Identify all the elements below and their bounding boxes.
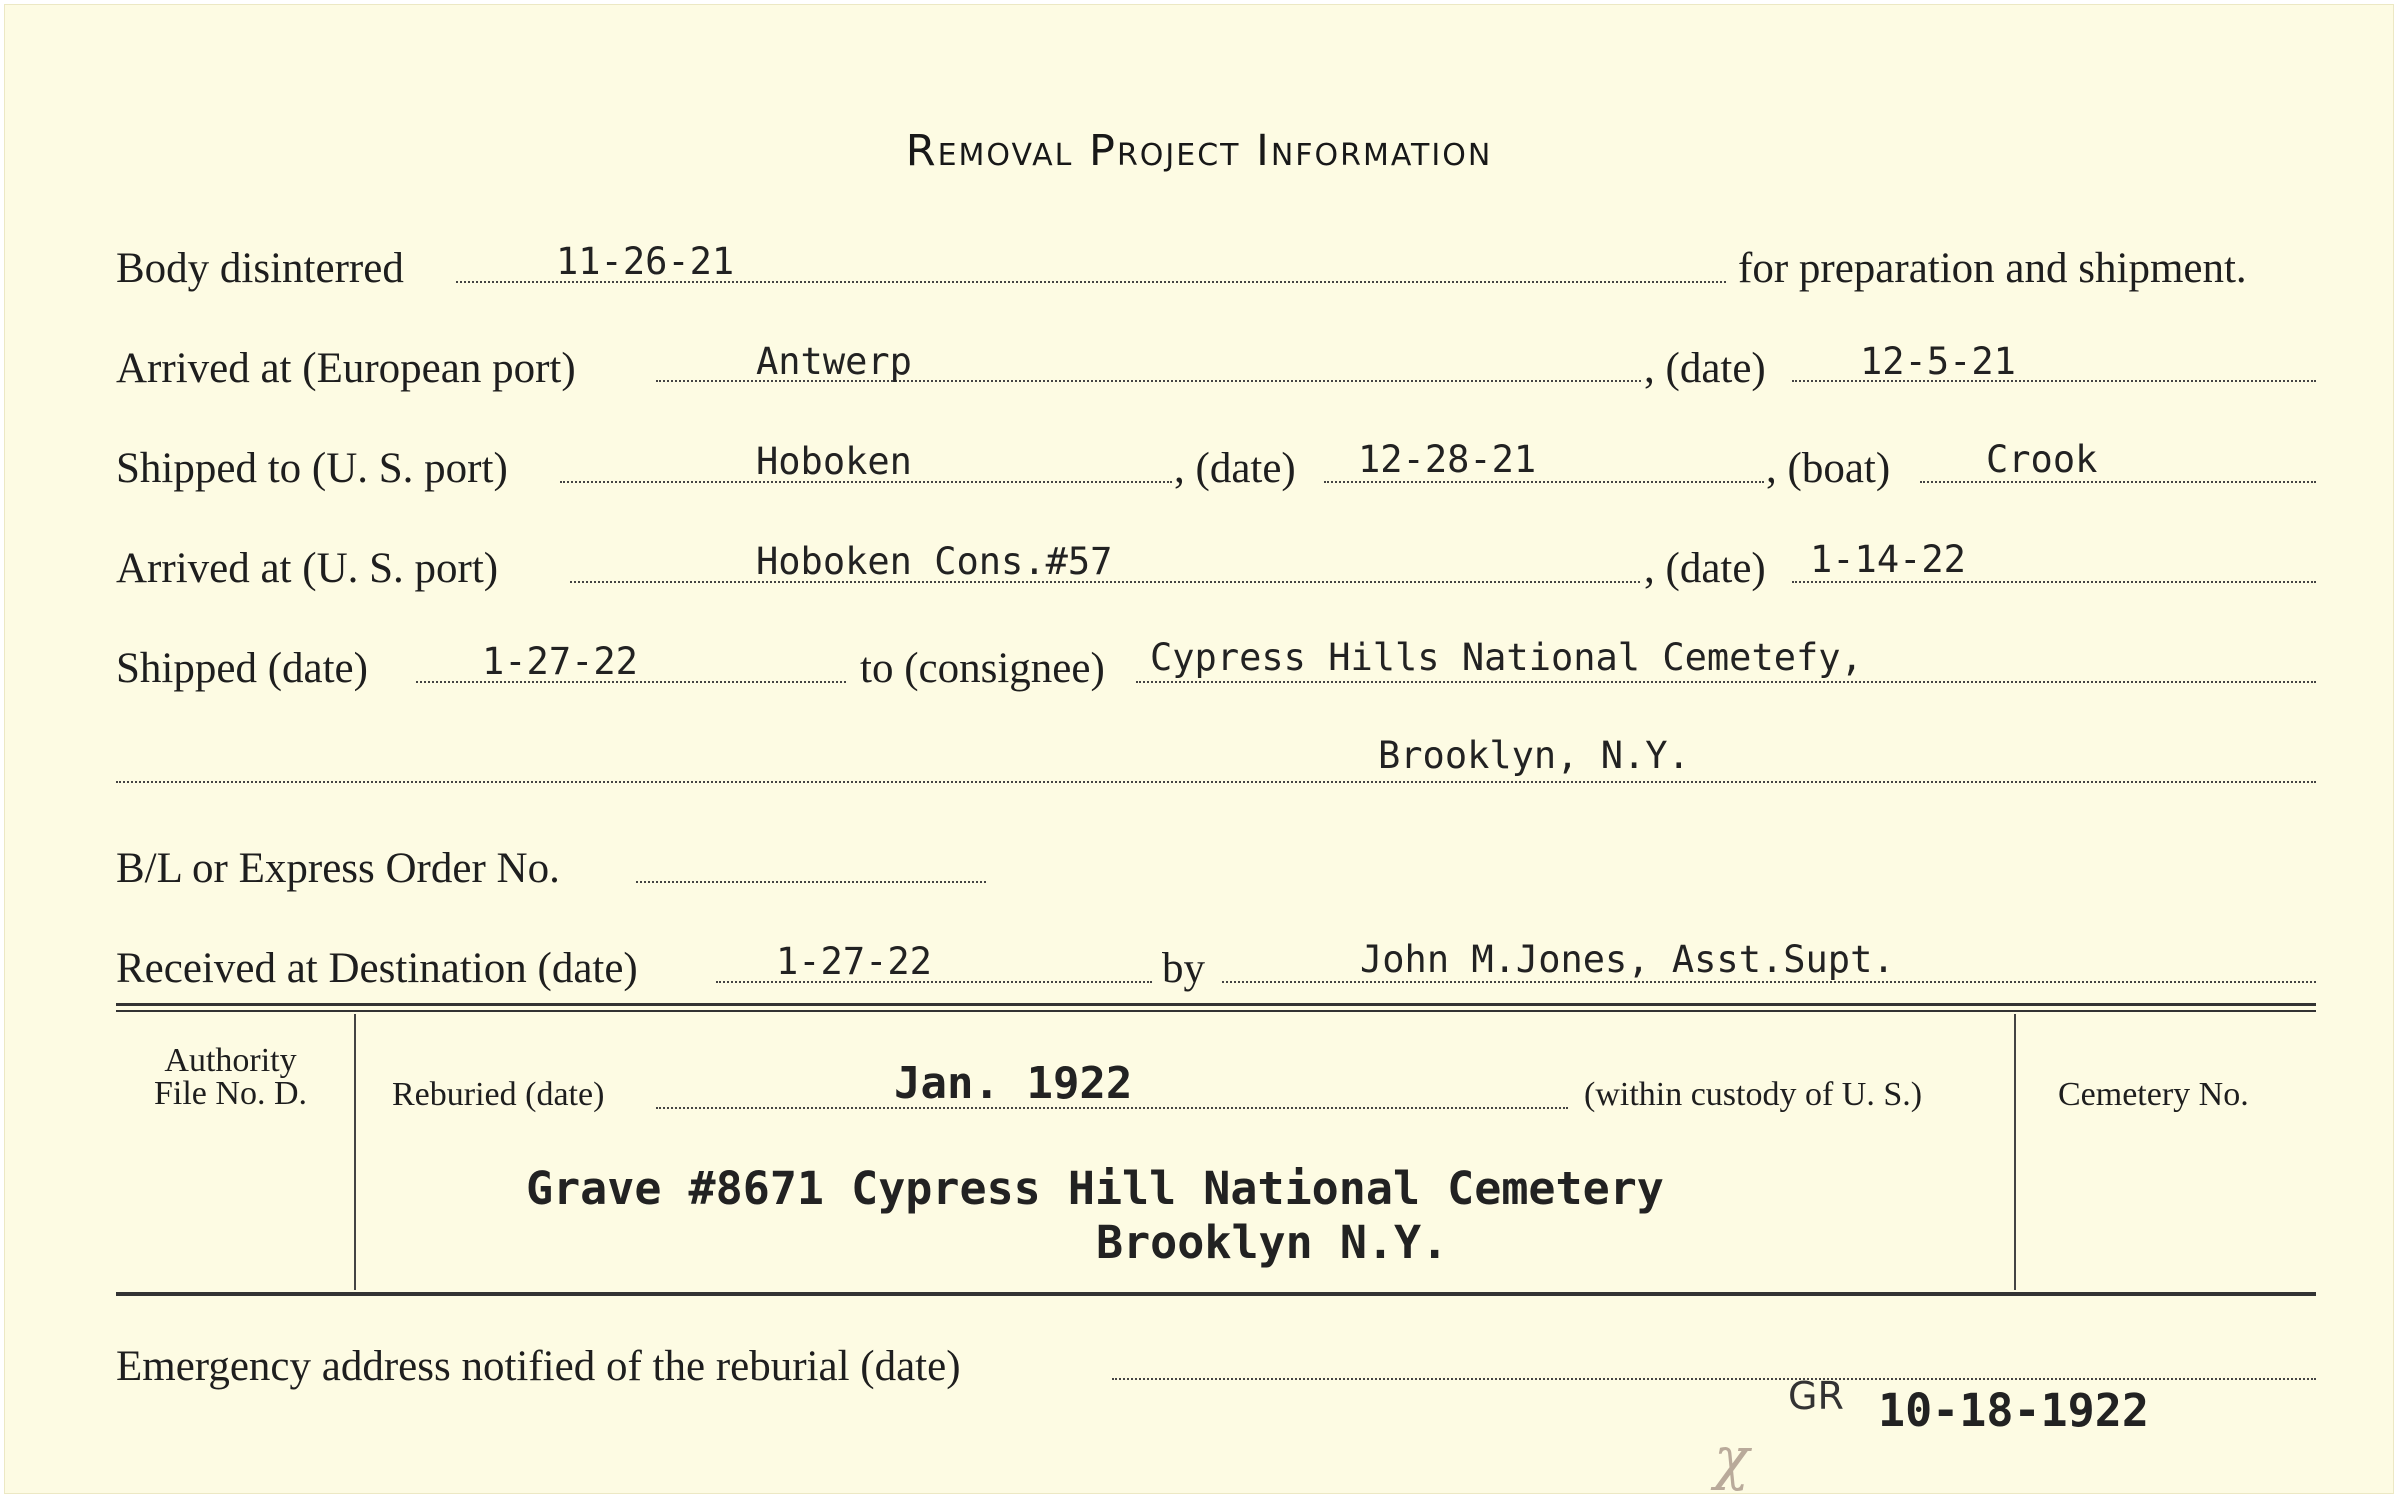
- consignee-line: [1136, 681, 2316, 683]
- shipped-us-date-line: [1324, 481, 1764, 483]
- body-disinterred-value: 11-26-21: [556, 240, 735, 283]
- body-disinterred-label: Body disinterred: [116, 245, 404, 292]
- removal-project-card: [4, 4, 2394, 1494]
- arrived-european-value: Antwerp: [756, 340, 912, 383]
- pencil-mark: χ: [1714, 1424, 1750, 1492]
- stamp-initials: GR: [1788, 1374, 1844, 1418]
- received-by-line: [1222, 981, 2316, 983]
- grave-line2: Brooklyn N.Y.: [1096, 1216, 1449, 1269]
- shipped-us-label: Shipped to (U. S. port): [116, 445, 508, 492]
- consignee-label: to (consignee): [860, 645, 1105, 692]
- received-label: Received at Destination (date): [116, 945, 638, 992]
- shipped-us-boat-label: , (boat): [1766, 445, 1891, 492]
- shipped-us-boat: Crook: [1986, 438, 2098, 481]
- bl-order-line: [636, 881, 986, 883]
- shipped-date-label: Shipped (date): [116, 645, 368, 692]
- arrived-european-date-label: , (date): [1644, 345, 1766, 392]
- arrived-us-label: Arrived at (U. S. port): [116, 545, 499, 592]
- preparation-suffix: for preparation and shipment.: [1738, 245, 2247, 292]
- shipped-us-value: Hoboken: [756, 440, 912, 483]
- cemetery-no-label: Cemetery No.: [2058, 1076, 2249, 1113]
- box-divider-left: [354, 1014, 356, 1290]
- stamp-date: 10-18-1922: [1878, 1384, 2149, 1437]
- arrived-us-date-label: , (date): [1644, 545, 1766, 592]
- box-top-rule-1: [116, 1003, 2316, 1006]
- arrived-european-label: Arrived at (European port): [116, 345, 576, 392]
- shipped-us-boat-line: [1920, 481, 2316, 483]
- grave-line1: Grave #8671 Cypress Hill National Cemetery: [526, 1162, 1664, 1215]
- arrived-european-date: 12-5-21: [1860, 340, 2016, 383]
- received-by-label: by: [1162, 945, 1205, 992]
- form-title: Removal Project Information: [905, 126, 1493, 176]
- authority-file-no: [154, 1044, 307, 1110]
- box-bottom-rule: [116, 1292, 2316, 1296]
- emergency-line: [1112, 1378, 2316, 1380]
- received-date: 1-27-22: [776, 940, 932, 983]
- consignee-line2: Brooklyn, N.Y.: [1378, 734, 1690, 777]
- received-by: John M.Jones, Asst.Supt.: [1360, 938, 1895, 981]
- consignee-continuation-line: [116, 781, 2316, 783]
- arrived-us-date-line: [1792, 581, 2316, 583]
- reburied-value: Jan. 1922: [894, 1058, 1133, 1109]
- emergency-label: Emergency address notified of the reburial (date): [116, 1343, 961, 1390]
- box-divider-right: [2014, 1014, 2016, 1290]
- shipped-us-date: 12-28-21: [1358, 438, 1537, 481]
- consignee-line1: Cypress Hills National Cemetefy,: [1150, 636, 1863, 679]
- custody-note: (within custody of U. S.): [1584, 1076, 1923, 1113]
- authority-line1: Authority: [164, 1042, 297, 1079]
- shipped-date-value: 1-27-22: [482, 640, 638, 683]
- box-top-rule-2: [116, 1010, 2316, 1012]
- reburied-label: Reburied (date): [392, 1076, 605, 1113]
- shipped-us-date-label: , (date): [1174, 445, 1296, 492]
- arrived-us-value: Hoboken Cons.#57: [756, 540, 1113, 583]
- bl-order-label: B/L or Express Order No.: [116, 845, 560, 892]
- authority-line2: File No. D.: [154, 1075, 307, 1112]
- arrived-us-date: 1-14-22: [1810, 538, 1966, 581]
